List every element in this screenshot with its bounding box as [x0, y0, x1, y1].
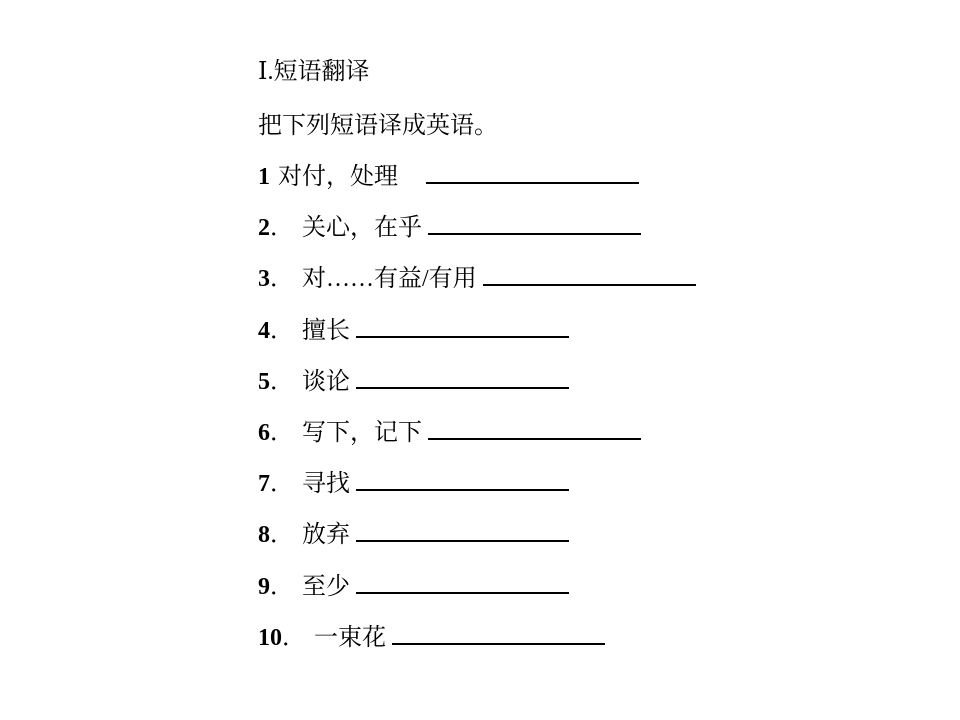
item-number: 9	[258, 573, 270, 600]
answer-blank	[356, 467, 569, 491]
item-text: 关心，在乎	[302, 215, 422, 242]
answer-blank	[426, 160, 639, 184]
item-separator: ．	[270, 420, 294, 446]
section-title: Ⅰ.短语翻译	[258, 59, 370, 85]
exercise-item	[258, 211, 641, 243]
item-separator: ．	[270, 522, 294, 549]
item-number: 1	[258, 164, 270, 190]
answer-blank	[356, 314, 569, 338]
item-number: 6	[258, 420, 270, 446]
item-separator: ．	[270, 368, 294, 395]
answer-blank	[483, 262, 696, 286]
exercise-item	[258, 160, 639, 192]
item-separator: ．	[270, 471, 294, 498]
answer-blank	[428, 416, 641, 440]
item-text: 对……有益/有用	[302, 266, 477, 293]
item-separator: ．	[282, 624, 306, 651]
item-separator: ．	[270, 573, 294, 600]
item-number: 7	[258, 471, 270, 498]
answer-blank	[392, 621, 605, 645]
exercise-item	[258, 416, 641, 448]
exercise-item	[258, 467, 569, 499]
answer-blank	[428, 211, 641, 235]
item-number: 8	[258, 522, 270, 549]
item-text: 放弃	[302, 522, 350, 549]
item-text: 谈论	[302, 368, 350, 395]
item-number: 5	[258, 368, 270, 395]
exercise-item	[258, 262, 696, 294]
item-text: 一束花	[314, 624, 386, 651]
item-text: 至少	[302, 573, 350, 600]
item-separator: ．	[270, 266, 294, 293]
item-text: 寻找	[302, 471, 350, 498]
exercise-item	[258, 314, 569, 346]
instruction: 把下列短语译成英语。	[258, 113, 498, 139]
item-number: 2	[258, 215, 270, 242]
item-separator: ．	[270, 215, 294, 242]
exercise-item	[258, 570, 569, 602]
item-number: 10	[258, 624, 282, 651]
answer-blank	[356, 518, 569, 542]
item-number: 3	[258, 266, 270, 293]
item-number: 4	[258, 317, 270, 344]
exercise-item	[258, 518, 569, 550]
answer-blank	[356, 365, 569, 389]
exercise-item	[258, 621, 605, 653]
exercise-item	[258, 365, 569, 397]
item-text: 对付，处理	[278, 164, 398, 190]
item-separator: ．	[270, 317, 294, 344]
item-text: 擅长	[302, 317, 350, 344]
item-text: 写下，记下	[302, 420, 422, 446]
answer-blank	[356, 570, 569, 594]
